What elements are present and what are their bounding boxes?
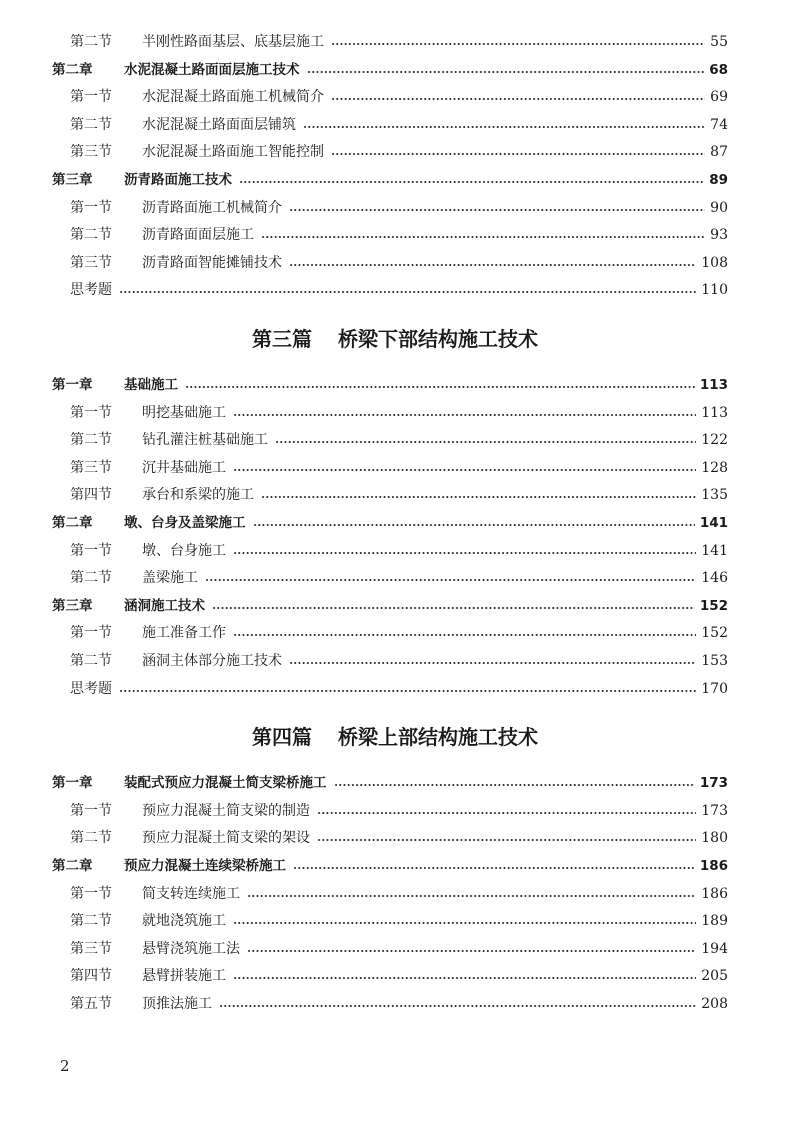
entry-title: 悬臂浇筑施工法: [142, 940, 240, 957]
toc-section-entry[interactable]: [70, 142, 728, 162]
entry-number: 第五节: [70, 996, 112, 1012]
entry-page-number: 90: [710, 199, 728, 216]
dot-leader: [317, 839, 696, 841]
toc-section-entry[interactable]: [70, 568, 728, 588]
entry-page-number: 189: [701, 913, 728, 930]
toc-chapter-entry[interactable]: [52, 375, 728, 395]
entry-title: 半刚性路面基层、底基层施工: [142, 34, 324, 50]
toc-chapter-entry[interactable]: [52, 856, 728, 876]
entry-number: 第一节: [70, 802, 112, 819]
entry-title: 就地浇筑施工: [142, 913, 226, 930]
entry-page-number: 128: [701, 459, 728, 476]
entry-title: 水泥混凝土路面施工智能控制: [142, 144, 324, 161]
entry-title: 墩、台身及盖梁施工: [124, 515, 246, 531]
entry-page-number: 141: [701, 542, 728, 559]
dot-leader: [212, 607, 695, 609]
entry-number: 第四节: [70, 968, 112, 985]
entry-title: 简支转连续施工: [142, 885, 240, 902]
entry-page-number: 113: [699, 377, 728, 393]
entry-number: 第二章: [52, 515, 93, 531]
dot-leader: [293, 867, 695, 869]
toc-section-entry[interactable]: [70, 623, 728, 643]
part-heading: [0, 324, 790, 354]
toc-section-entry[interactable]: [70, 884, 728, 904]
entry-title: 涵洞主体部分施工技术: [142, 653, 282, 669]
dot-leader: [317, 812, 696, 814]
dot-leader: [233, 414, 696, 416]
entry-title: 承台和系梁的施工: [142, 487, 254, 504]
entry-page-number: 74: [710, 116, 728, 133]
dot-leader: [289, 264, 696, 266]
part-title: 桥梁上部结构施工技术: [338, 725, 538, 750]
entry-page-number: 208: [701, 996, 728, 1012]
dot-leader: [261, 496, 696, 498]
entry-title: 沥青路面施工机械简介: [142, 199, 282, 216]
entry-title: 沉井基础施工: [142, 459, 226, 476]
entry-number: 第二节: [70, 653, 112, 669]
dot-leader: [289, 662, 696, 664]
page-number: 2: [60, 1057, 70, 1075]
dot-leader: [205, 579, 696, 581]
entry-number: 第一节: [70, 885, 112, 902]
dot-leader: [233, 922, 696, 924]
entry-title: 水泥混凝土路面施工机械简介: [142, 89, 324, 106]
dot-leader: [233, 977, 696, 979]
toc-section-entry[interactable]: [70, 828, 728, 848]
entry-title: 基础施工: [124, 377, 178, 393]
part-heading: [0, 722, 790, 752]
entry-page-number: 194: [701, 940, 728, 957]
entry-number: 第四节: [70, 487, 112, 504]
toc-section-entry[interactable]: [70, 225, 728, 245]
entry-number: 第二节: [70, 432, 112, 449]
entry-title: 钻孔灌注桩基础施工: [142, 432, 268, 449]
entry-number: 第三章: [52, 172, 93, 188]
entry-page-number: 93: [710, 227, 728, 244]
entry-title: 预应力混凝土连续梁桥施工: [124, 858, 286, 874]
entry-title: 涵洞施工技术: [124, 597, 205, 614]
dot-leader: [253, 524, 695, 526]
dot-leader: [247, 895, 696, 897]
entry-title: 水泥混凝土路面面层铺筑: [142, 116, 296, 133]
entry-title: 施工准备工作: [142, 625, 226, 642]
toc-chapter-entry[interactable]: [52, 170, 728, 190]
entry-page-number: 55: [710, 34, 728, 50]
toc-questions-entry[interactable]: [70, 679, 728, 699]
entry-page-number: 69: [710, 89, 728, 106]
entry-page-number: 152: [699, 597, 728, 614]
entry-number: 第一章: [52, 377, 93, 393]
entry-title: 沥青路面智能摊铺技术: [142, 254, 282, 271]
entry-page-number: 141: [699, 515, 728, 531]
entry-page-number: 122: [701, 432, 728, 449]
entry-title: 装配式预应力混凝土简支梁桥施工: [124, 775, 327, 792]
entry-number: 第一节: [70, 542, 112, 559]
dot-leader: [307, 71, 705, 73]
entry-page-number: 113: [701, 404, 728, 421]
dot-leader: [219, 1005, 696, 1007]
dot-leader: [185, 386, 695, 388]
dot-leader: [331, 153, 705, 155]
entry-number: 第二章: [52, 61, 93, 78]
entry-page-number: 89: [709, 172, 728, 188]
entry-title: 悬臂拼装施工: [142, 968, 226, 985]
dot-leader: [239, 181, 704, 183]
entry-page-number: 135: [701, 487, 728, 504]
part-number: 第三篇: [252, 327, 312, 351]
entry-number: 第二节: [70, 227, 112, 244]
entry-number: 第三节: [70, 254, 112, 271]
toc-chapter-entry[interactable]: [52, 596, 728, 616]
toc-section-entry[interactable]: [70, 253, 728, 273]
entry-number: 第三章: [52, 597, 93, 614]
entry-number: 第二节: [70, 830, 112, 847]
entry-number: 第三节: [70, 144, 112, 161]
entry-title: 顶推法施工: [142, 996, 212, 1012]
dot-leader: [334, 784, 695, 786]
toc-section-entry[interactable]: [70, 430, 728, 450]
toc-section-entry[interactable]: [70, 115, 728, 135]
entry-page-number: 108: [701, 254, 728, 271]
entry-number: 第一节: [70, 404, 112, 421]
entry-title: 思考题: [70, 282, 112, 299]
entry-number: 第一节: [70, 199, 112, 216]
toc-section-entry[interactable]: [70, 87, 728, 107]
toc-section-entry[interactable]: [70, 939, 728, 959]
dot-leader: [119, 291, 696, 293]
toc-chapter-entry[interactable]: [52, 60, 728, 80]
part-number: 第四篇: [252, 725, 312, 750]
entry-page-number: 146: [701, 570, 728, 587]
toc-section-entry[interactable]: [70, 911, 728, 931]
entry-page-number: 87: [710, 144, 728, 161]
dot-leader: [331, 98, 705, 100]
dot-leader: [261, 236, 705, 238]
toc-section-entry[interactable]: [70, 458, 728, 478]
toc-section-entry[interactable]: [70, 966, 728, 986]
entry-title: 墩、台身施工: [142, 542, 226, 559]
entry-title: 预应力混凝土简支梁的架设: [142, 830, 310, 847]
entry-page-number: 186: [701, 885, 728, 902]
toc-chapter-entry[interactable]: [52, 513, 728, 533]
dot-leader: [275, 441, 696, 443]
dot-leader: [247, 950, 696, 952]
entry-page-number: 110: [701, 282, 728, 299]
toc-section-entry[interactable]: [70, 541, 728, 561]
entry-title: 盖梁施工: [142, 570, 198, 587]
entry-page-number: 153: [701, 653, 728, 669]
toc-chapter-entry[interactable]: [52, 773, 728, 793]
entry-title: 水泥混凝土路面面层施工技术: [124, 61, 300, 78]
dot-leader: [233, 634, 696, 636]
entry-title: 沥青路面施工技术: [124, 172, 232, 188]
entry-number: 第二节: [70, 913, 112, 930]
dot-leader: [233, 469, 696, 471]
entry-number: 第三节: [70, 940, 112, 957]
dot-leader: [119, 690, 696, 692]
entry-title: 思考题: [70, 680, 112, 697]
entry-page-number: 173: [699, 775, 728, 792]
dot-leader: [233, 552, 696, 554]
dot-leader: [303, 126, 705, 128]
entry-number: 第三节: [70, 459, 112, 476]
part-title: 桥梁下部结构施工技术: [338, 327, 538, 351]
entry-page-number: 170: [701, 680, 728, 697]
toc-section-entry[interactable]: [70, 801, 728, 821]
dot-leader: [331, 43, 705, 45]
toc-section-entry[interactable]: [70, 485, 728, 505]
toc-section-entry[interactable]: [70, 198, 728, 218]
entry-number: 第二节: [70, 570, 112, 587]
entry-page-number: 205: [701, 968, 728, 985]
entry-page-number: 180: [701, 830, 728, 847]
entry-number: 第二节: [70, 34, 112, 50]
toc-section-entry[interactable]: [70, 32, 728, 52]
entry-title: 预应力混凝土简支梁的制造: [142, 802, 310, 819]
entry-page-number: 186: [699, 858, 728, 874]
entry-number: 第一章: [52, 775, 93, 792]
entry-page-number: 173: [701, 802, 728, 819]
entry-number: 第一节: [70, 89, 112, 106]
toc-section-entry[interactable]: [70, 651, 728, 671]
toc-questions-entry[interactable]: [70, 280, 728, 300]
entry-number: 第一节: [70, 625, 112, 642]
entry-page-number: 152: [701, 625, 728, 642]
entry-number: 第二章: [52, 858, 93, 874]
entry-title: 沥青路面面层施工: [142, 227, 254, 244]
toc-section-entry[interactable]: [70, 994, 728, 1014]
toc-section-entry[interactable]: [70, 403, 728, 423]
entry-title: 明挖基础施工: [142, 404, 226, 421]
dot-leader: [289, 209, 705, 211]
entry-page-number: 68: [709, 61, 728, 78]
entry-number: 第二节: [70, 116, 112, 133]
